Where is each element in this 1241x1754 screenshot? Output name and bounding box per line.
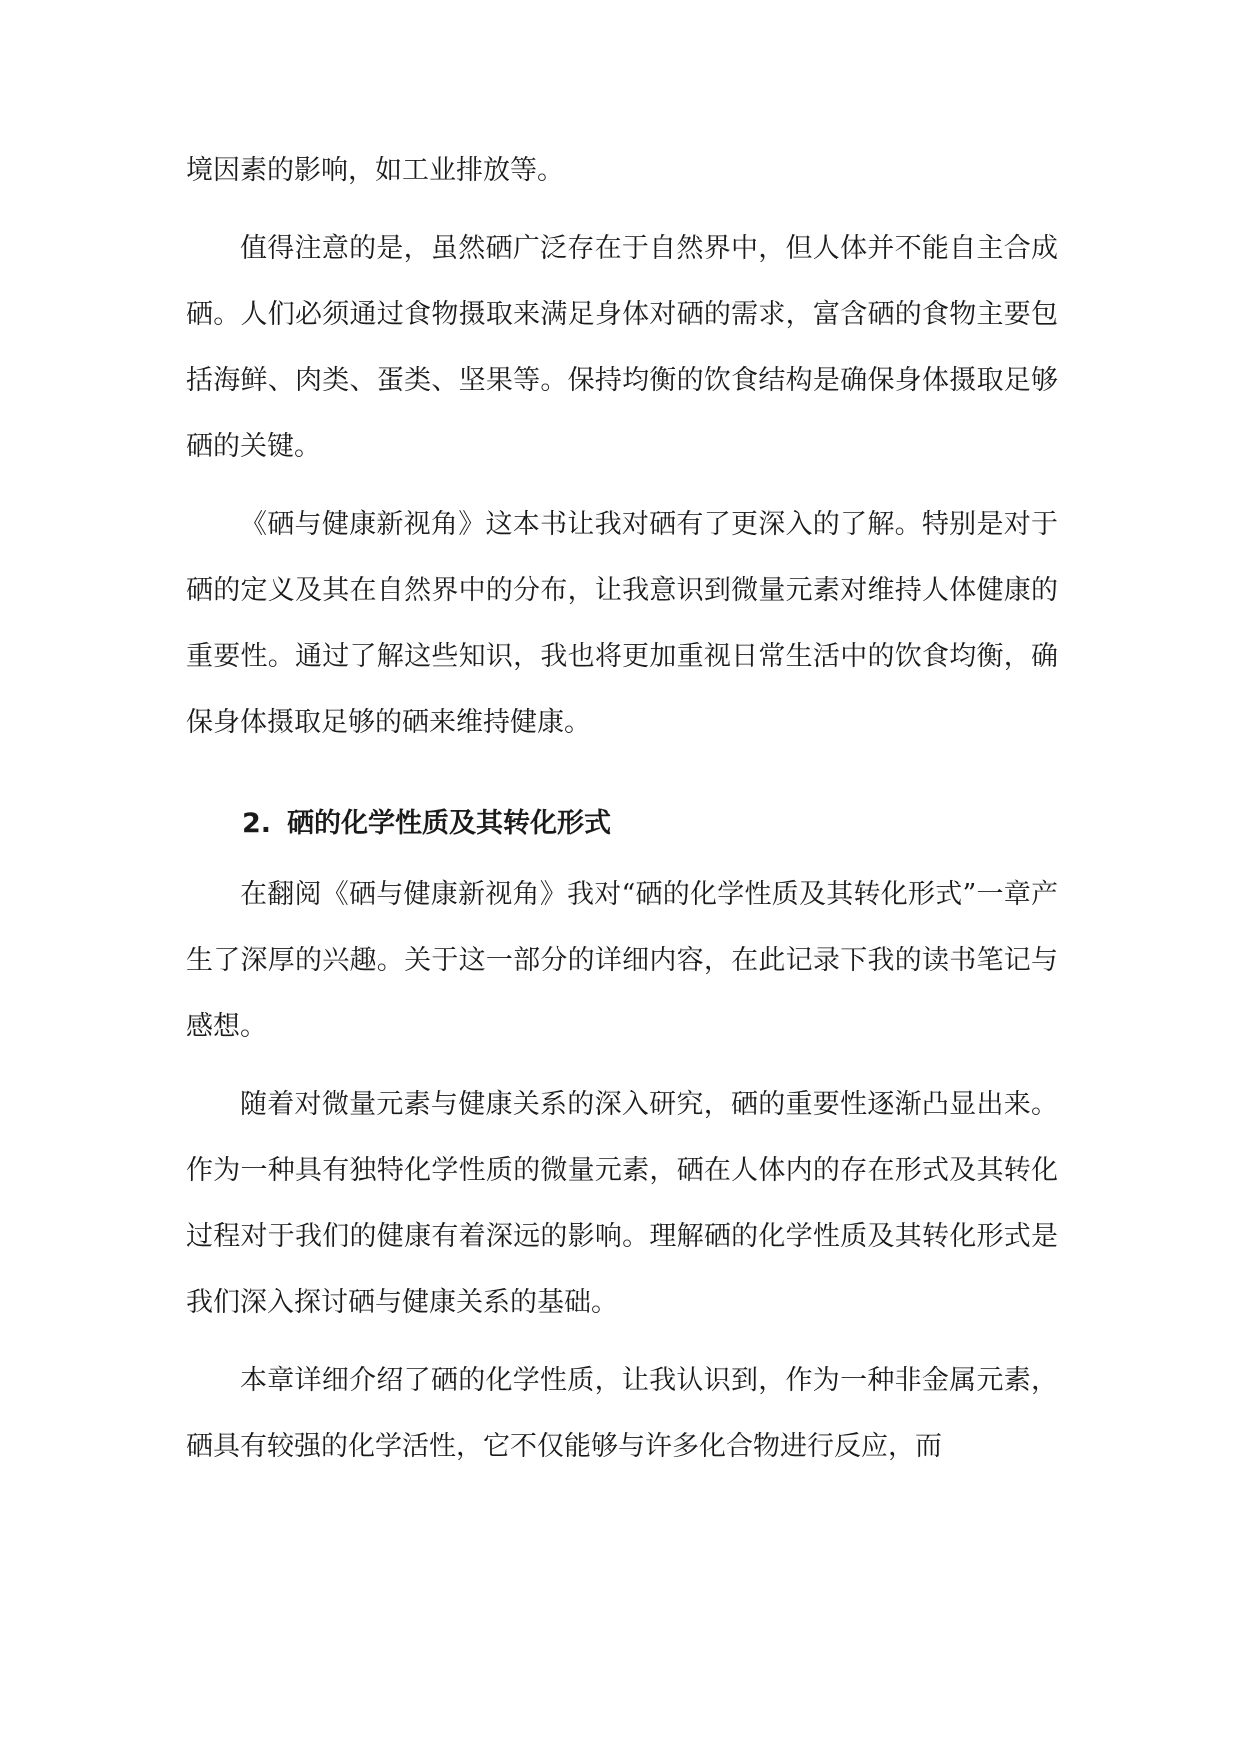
paragraph-selenium-intake: 值得注意的是，虽然硒广泛存在于自然界中，但人体并不能自主合成硒。人们必须通过食物摄取来满足身体对硒的需求，富含硒的食物主要包括海鲜、肉类、蛋类、坚果等。保持均衡的饮食结构是确保身体摄取足够硒的关键。 [186, 233, 1058, 462]
section-number: 2. [242, 808, 272, 839]
paragraph-continued: 境因素的影响，如工业排放等。 [186, 155, 564, 186]
paragraph-book-reflection: 《硒与健康新视角》这本书让我对硒有了更深入的了解。特别是对于硒的定义及其在自然界中的分布，让我意识到微量元素对维持人体健康的重要性。通过了解这些知识，我也将更加重视日常生活中的饮食均衡，确保身体摄取足够的硒来维持健康。 [186, 509, 1058, 738]
section-title: 硒的化学性质及其转化形式 [287, 808, 612, 839]
paragraph-chemical-properties: 本章详细介绍了硒的化学性质，让我认识到，作为一种非金属元素，硒具有较强的化学活性，它不仅能够与许多化合物进行反应，而 [186, 1365, 1058, 1462]
section-heading [186, 794, 1058, 854]
document-body [186, 138, 1058, 1492]
paragraph-research-importance: 随着对微量元素与健康关系的深入研究，硒的重要性逐渐凸显出来。作为一种具有独特化学性质的微量元素，硒在人体内的存在形式及其转化过程对于我们的健康有着深远的影响。理解硒的化学性质及其转化形式是我们深入探讨硒与健康关系的基础。 [186, 1089, 1058, 1318]
paragraph-chapter-interest: 在翻阅《硒与健康新视角》我对“硒的化学性质及其转化形式”一章产生了深厚的兴趣。关于这一部分的详细内容，在此记录下我的读书笔记与感想。 [186, 879, 1058, 1042]
